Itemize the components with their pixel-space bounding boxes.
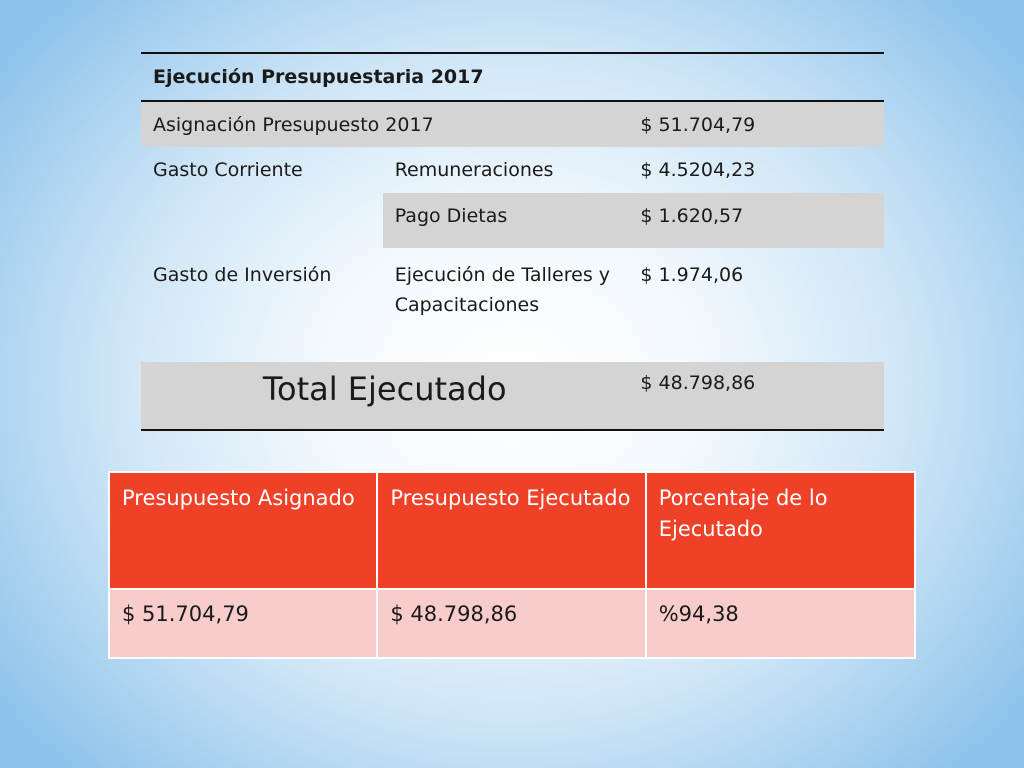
empty-cell (141, 193, 383, 248)
table-row (141, 101, 884, 147)
remuneraciones-value: $ 4.5204,23 (640, 159, 756, 181)
asignacion-value: $ 51.704,79 (640, 113, 756, 136)
pago-dietas-value: $ 1.620,57 (628, 193, 884, 248)
table-title-row (141, 53, 884, 101)
total-value: $ 48.798,86 (628, 362, 884, 430)
table-title: Ejecución Presupuestaria 2017 (141, 53, 884, 101)
comparison-value-row (109, 589, 915, 658)
comparison-header-row (109, 472, 915, 589)
total-label: Total Ejecutado (141, 362, 628, 430)
table-row (141, 147, 884, 193)
gasto-inversion-label: Gasto de Inversión (153, 264, 332, 286)
asignacion-label: Asignación Presupuesto 2017 (153, 113, 434, 136)
value-porcentaje-ejecutado: %94,38 (646, 589, 915, 658)
value-presupuesto-asignado: $ 51.704,79 (109, 589, 377, 658)
budget-execution-table (141, 52, 884, 431)
remuneraciones-label: Remuneraciones (394, 159, 554, 181)
talleres-label: Ejecución de Talleres y Capacitaciones (394, 264, 611, 316)
value-presupuesto-ejecutado: $ 48.798,86 (377, 589, 645, 658)
table-row (141, 193, 884, 248)
header-porcentaje-ejecutado: Porcentaje de lo Ejecutado (646, 472, 915, 589)
gasto-corriente-label: Gasto Corriente (153, 159, 303, 181)
comparison-table (108, 471, 916, 659)
total-row (141, 362, 884, 430)
header-presupuesto-ejecutado: Presupuesto Ejecutado (377, 472, 645, 589)
pago-dietas-label: Pago Dietas (383, 193, 629, 248)
header-presupuesto-asignado: Presupuesto Asignado (109, 472, 377, 589)
talleres-value: $ 1.974,06 (640, 264, 744, 286)
table-row (141, 248, 884, 362)
